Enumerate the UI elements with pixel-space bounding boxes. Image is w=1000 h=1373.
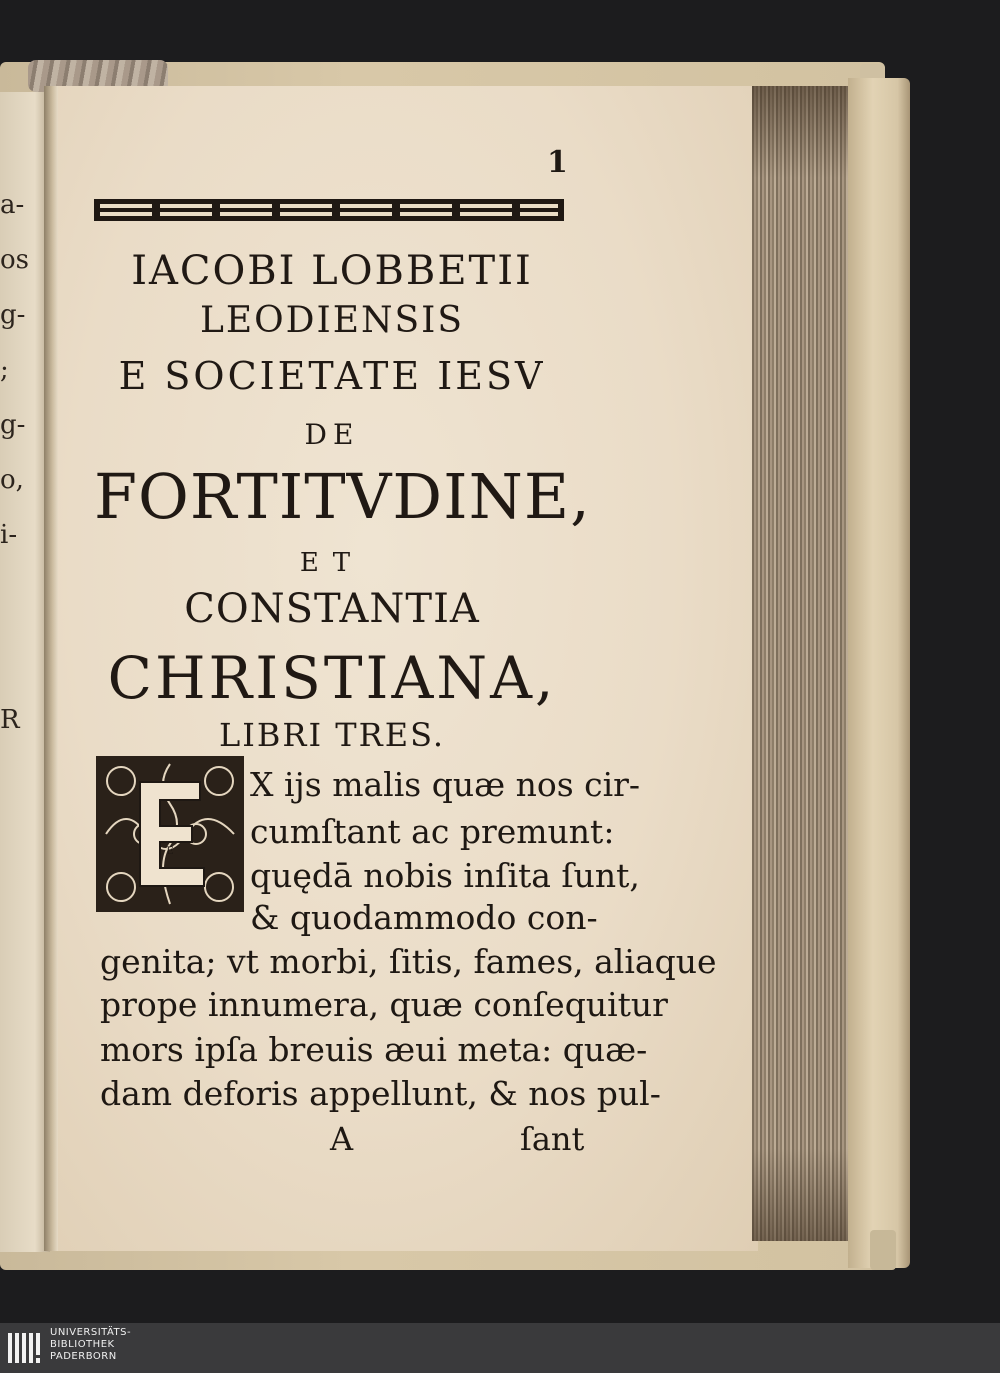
body-line: X ijs malis quæ nos cir- [250,765,641,804]
left-fragment: a- [0,190,25,220]
title-de: DE [304,418,360,451]
title-author: IACOBI LOBBETII [131,248,533,294]
body-line: mors ipſa breuis æui meta: quæ- [100,1030,648,1069]
page-number: 1 [547,145,568,180]
logo-line: BIBLIOTHEK [50,1339,115,1350]
footer-bar [0,1323,1000,1373]
title-origin: LEODIENSIS [199,300,465,341]
library-logo-text [50,1327,131,1363]
page-edges-shade [752,86,852,1241]
body-line: prope innumera, quæ conſequitur [100,985,668,1024]
left-fragment: o, [0,465,24,495]
body-line: cumſtant ac premunt: [250,812,615,851]
left-fragment: g- [0,410,26,440]
catchword: ſant [520,1120,585,1158]
body-line: quędā nobis inſita ſunt, [250,856,640,895]
ornament-bar-icon [94,198,564,222]
body-line: genita; vt morbi, ſitis, fames, aliaque [100,942,717,981]
left-fragment: R [0,705,20,735]
logo-line: UNIVERSITÄTS- [50,1327,132,1338]
title-sub2: CHRISTIANA, [107,644,557,712]
vellum-cover-edge [848,78,910,1268]
signature-mark: A [330,1120,354,1158]
library-logo-icon [6,1329,46,1367]
left-fragment: os [0,245,29,275]
logo-line: PADERBORN [50,1351,117,1362]
cover-corner-bottom [870,1230,896,1270]
title-et: ET [299,548,365,578]
left-fragment: g- [0,300,26,330]
body-line: dam deforis appellunt, & nos pul- [100,1074,661,1113]
left-page-text-fragments [0,190,40,760]
left-fragment: ; [0,355,9,385]
title-main: FORTITVDINE, [94,460,591,533]
title-sub1: CONSTANTIA [184,586,480,632]
gutter-shadow [44,86,58,1251]
initial-letter: E [166,846,174,857]
decorated-initial-icon [96,756,244,912]
title-order: E SOCIETATE IESV [118,354,546,398]
title-books: LIBRI TRES. [218,716,446,754]
left-fragment: i- [0,520,18,550]
body-line: & quodammodo con- [250,898,598,937]
